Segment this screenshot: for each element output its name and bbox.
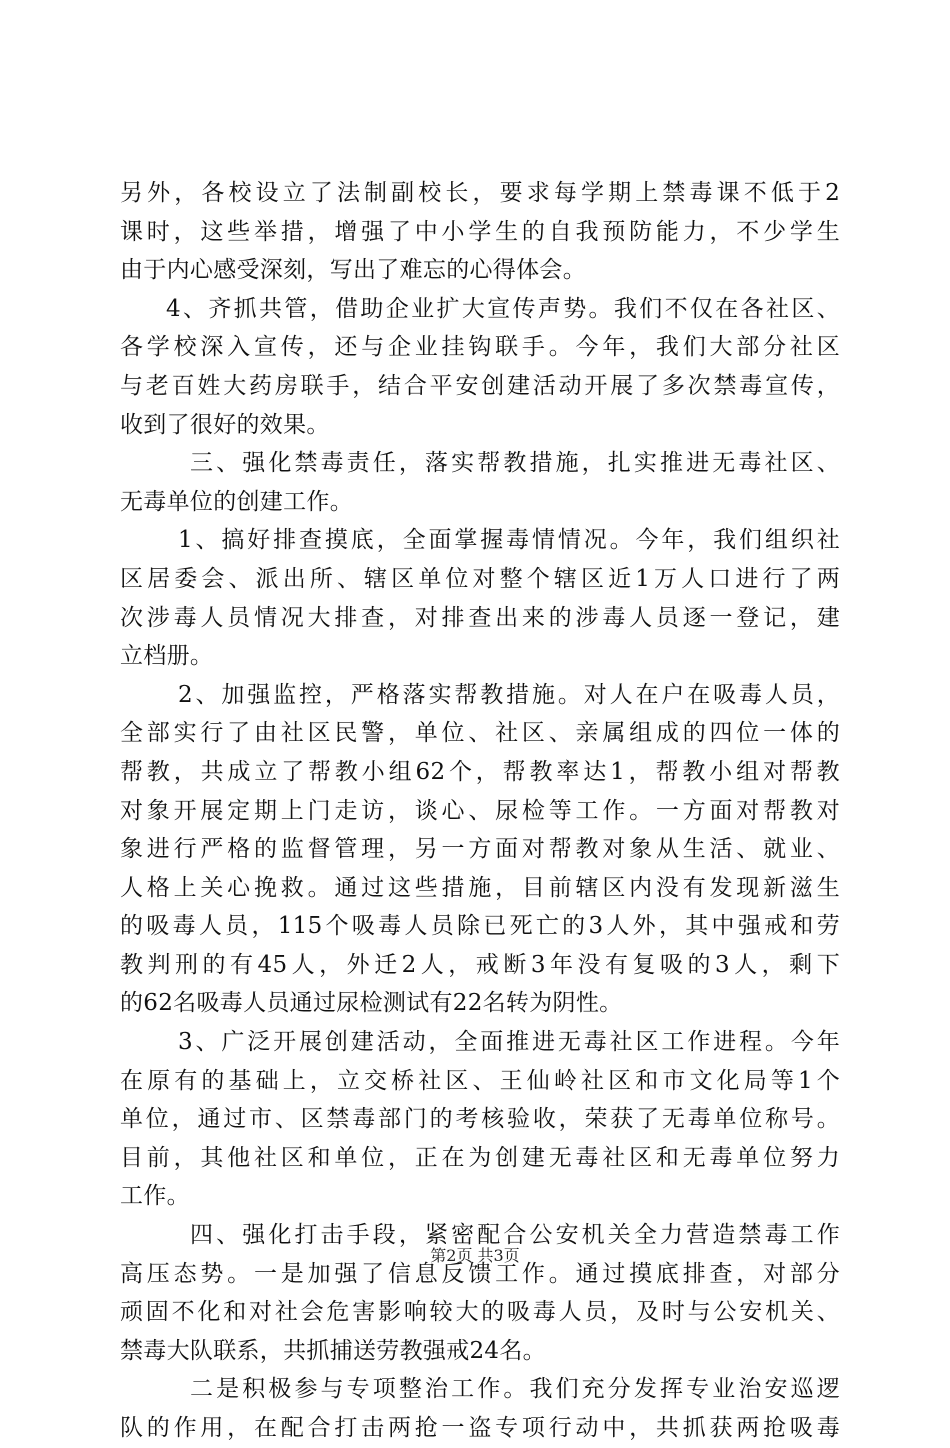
text-line: 由于内心感受深刻，写出了难忘的心得体会。 (120, 257, 586, 284)
text-line: 无毒单位的创建工作。 (120, 488, 353, 515)
text-line: 工作。 (120, 1183, 190, 1210)
text-line: 单位，通过市、区禁毒部门的考核验收，荣获了无毒单位称号。 (120, 1106, 840, 1133)
text-line: 的吸毒人员，115个吸毒人员除已死亡的3人外，其中强戒和劳 (120, 913, 840, 940)
text-line: 1、搞好排查摸底，全面掌握毒情情况。今年，我们组织社 (178, 527, 840, 554)
text-line: 次涉毒人员情况大排查，对排查出来的涉毒人员逐一登记，建 (120, 604, 840, 631)
text-line: 各学校深入宣传，还与企业挂钩联手。今年，我们大部分社区 (120, 334, 840, 361)
text-line: 教判刑的有45人，外迁2人，戒断3年没有复吸的3人，剩下 (120, 951, 840, 978)
text-line: 的62名吸毒人员通过尿检测试有22名转为阴性。 (120, 990, 623, 1017)
text-line: 2、加强监控，严格落实帮教措施。对人在户在吸毒人员， (178, 681, 840, 708)
text-line: 区居委会、派出所、辖区单位对整个辖区近1万人口进行了两 (120, 565, 840, 592)
text-line: 4、齐抓共管，借助企业扩大宣传声势。我们不仅在各社区、 (166, 295, 840, 322)
text-line: 在原有的基础上，立交桥社区、王仙岭社区和市文化局等1个 (120, 1067, 840, 1094)
text-line: 二是积极参与专项整治工作。我们充分发挥专业治安巡逻 (190, 1376, 840, 1403)
text-line: 课时，这些举措，增强了中小学生的自我预防能力，不少学生 (120, 218, 840, 245)
text-line: 高压态势。一是加强了信息反馈工作。通过摸底排查，对部分 (120, 1260, 840, 1287)
text-line: 与老百姓大药房联手，结合平安创建活动开展了多次禁毒宣传， (120, 372, 840, 399)
text-line: 全部实行了由社区民警，单位、社区、亲属组成的四位一体的 (120, 720, 840, 747)
text-line: 对象开展定期上门走访，谈心、尿检等工作。一方面对帮教对 (120, 797, 840, 824)
text-line: 另外，各校设立了法制副校长，要求每学期上禁毒课不低于2 (120, 180, 840, 206)
page-footer: 第2页 共3页 (430, 1246, 520, 1265)
text-line: 收到了很好的效果。 (120, 411, 330, 438)
text-line: 人格上关心挽救。通过这些措施，目前辖区内没有发现新滋生 (120, 874, 840, 901)
text-line: 立档册。 (120, 643, 214, 670)
text-line: 3、广泛开展创建活动，全面推进无毒社区工作进程。今年 (178, 1029, 840, 1056)
text-line: 象进行严格的监督管理，另一方面对帮教对象从生活、就业、 (120, 836, 840, 863)
text-line: 队的作用，在配合打击两抢一盗专项行动中，共抓获两抢吸毒 (120, 1415, 840, 1441)
text-line: 顽固不化和对社会危害影响较大的吸毒人员，及时与公安机关、 (120, 1299, 840, 1326)
text-line: 四、强化打击手段，紧密配合公安机关全力营造禁毒工作 (190, 1222, 840, 1249)
text-line: 目前，其他社区和单位，正在为创建无毒社区和无毒单位努力 (120, 1144, 840, 1171)
text-line: 禁毒大队联系，共抓捕送劳教强戒24名。 (120, 1337, 546, 1364)
text-line: 三、强化禁毒责任，落实帮教措施，扎实推进无毒社区、 (190, 450, 840, 477)
text-line: 帮教，共成立了帮教小组62个，帮教率达1，帮教小组对帮教 (120, 758, 840, 785)
